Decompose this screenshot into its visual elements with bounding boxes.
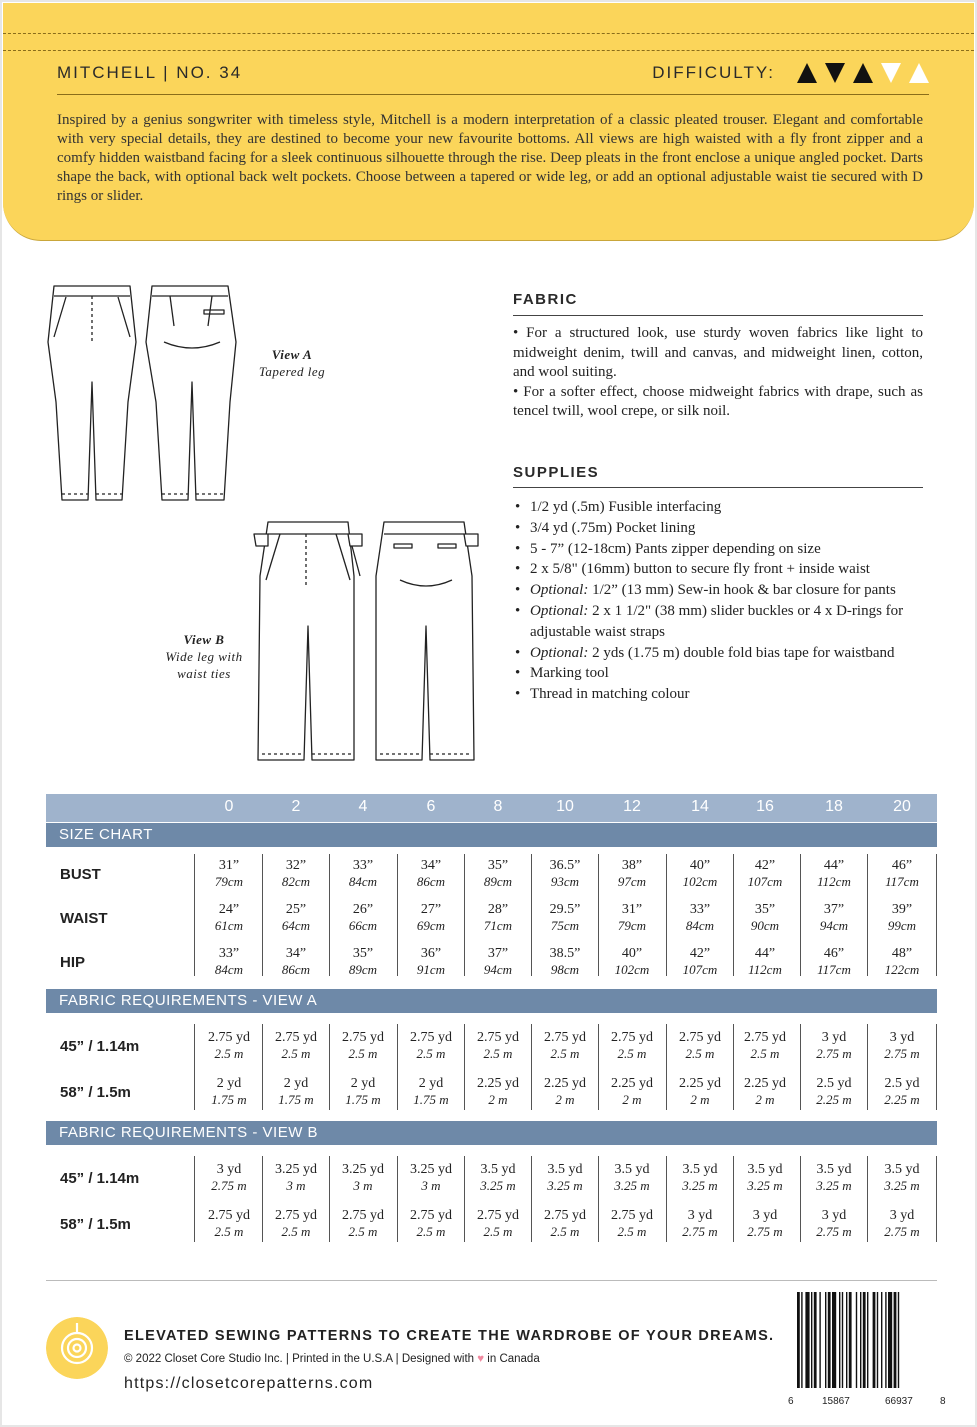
table-cell: 42” 107cm bbox=[682, 946, 718, 977]
table-cell: 3.5 yd 3.25 m bbox=[547, 1162, 583, 1193]
table-cell: 3 yd 2.75 m bbox=[816, 1030, 852, 1061]
table-cell: 3.25 yd 3 m bbox=[275, 1162, 317, 1193]
table-column-divider bbox=[262, 1024, 263, 1110]
barcode-bar bbox=[860, 1292, 861, 1388]
table-cell: 46” 117cm bbox=[885, 858, 919, 889]
table-column-divider bbox=[936, 1156, 937, 1242]
barcode-bar bbox=[849, 1292, 852, 1388]
view-a-subtitle: Tapered leg bbox=[258, 364, 326, 379]
table-row-label: WAIST bbox=[60, 910, 108, 927]
table-column-divider bbox=[194, 854, 195, 976]
table-cell: 32” 82cm bbox=[281, 858, 311, 889]
supply-item: • 5 - 7” (12-18cm) Pants zipper depending on size bbox=[515, 539, 925, 560]
view-a-illustration bbox=[44, 282, 244, 507]
table-cell: 3 yd 2.75 m bbox=[884, 1030, 920, 1061]
size-column-header: 8 bbox=[493, 798, 503, 815]
barcode-bar bbox=[842, 1292, 843, 1388]
table-cell: 2.25 yd 2 m bbox=[679, 1076, 721, 1107]
table-column-divider bbox=[800, 854, 801, 976]
size-column-header: 0 bbox=[224, 798, 234, 815]
table-cell: 40” 102cm bbox=[682, 858, 718, 889]
barcode bbox=[797, 1292, 945, 1392]
table-cell: 2.75 yd 2.5 m bbox=[208, 1208, 250, 1239]
table-column-divider bbox=[464, 1156, 465, 1242]
table-cell: 31” 79cm bbox=[617, 902, 647, 933]
table-cell: 3.5 yd 3.25 m bbox=[884, 1162, 920, 1193]
table-cell: 33” 84cm bbox=[348, 858, 378, 889]
footer-copyright: © 2022 Closet Core Studio Inc. | Printed in the U.S.A | Designed with ♥ in Canada bbox=[124, 1353, 540, 1365]
size-column-header: 20 bbox=[893, 798, 911, 815]
barcode-bar bbox=[839, 1292, 840, 1388]
barcode-bar bbox=[881, 1292, 882, 1388]
table-column-divider bbox=[464, 1024, 465, 1110]
table-cell: 2 yd 1.75 m bbox=[345, 1076, 381, 1107]
difficulty-filled-icon bbox=[797, 63, 817, 83]
table-cell: 35” 90cm bbox=[750, 902, 780, 933]
table-column-divider bbox=[936, 1024, 937, 1110]
table-cell: 3 yd 2.75 m bbox=[884, 1208, 920, 1239]
supply-item: • 3/4 yd (.75m) Pocket lining bbox=[515, 518, 925, 539]
table-cell: 2 yd 1.75 m bbox=[278, 1076, 314, 1107]
table-cell: 2.75 yd 2.5 m bbox=[342, 1208, 384, 1239]
table-cell: 2.5 yd 2.25 m bbox=[884, 1076, 920, 1107]
table-column-divider bbox=[464, 854, 465, 976]
table-column-divider bbox=[867, 1156, 868, 1242]
table-cell: 3.5 yd 3.25 m bbox=[480, 1162, 516, 1193]
table-column-divider bbox=[666, 854, 667, 976]
barcode-bar bbox=[898, 1292, 899, 1388]
table-cell: 35” 89cm bbox=[348, 946, 378, 977]
table-column-divider bbox=[867, 1024, 868, 1110]
table-cell: 2.75 yd 2.5 m bbox=[744, 1030, 786, 1061]
difficulty-filled-icon bbox=[853, 63, 873, 83]
table-cell: 3 yd 2.75 m bbox=[747, 1208, 783, 1239]
fabric-title: FABRIC bbox=[513, 291, 578, 308]
table-cell: 38” 97cm bbox=[617, 858, 647, 889]
difficulty-label: DIFFICULTY: bbox=[652, 63, 775, 82]
table-cell: 3.5 yd 3.25 m bbox=[614, 1162, 650, 1193]
table-cell: 3.25 yd 3 m bbox=[342, 1162, 384, 1193]
table-cell: 36.5” 93cm bbox=[549, 858, 581, 889]
barcode-bar bbox=[819, 1292, 820, 1388]
barcode-bar bbox=[888, 1292, 892, 1388]
pattern-name: MITCHELL | NO. 34 bbox=[57, 63, 243, 82]
table-column-divider bbox=[194, 1156, 195, 1242]
table-cell: 2 yd 1.75 m bbox=[413, 1076, 449, 1107]
table-cell: 39” 99cm bbox=[887, 902, 917, 933]
size-column-header: 10 bbox=[556, 798, 574, 815]
fabric-item: • For a structured look, use sturdy woven fabrics like light to midweight denim, twill and canvas, and midweight linen, cotton, and wool suiting. bbox=[513, 325, 923, 380]
size-column-header: 12 bbox=[623, 798, 641, 815]
supplies-divider bbox=[513, 487, 923, 488]
table-cell: 3.25 yd 3 m bbox=[410, 1162, 452, 1193]
barcode-bar bbox=[894, 1292, 897, 1388]
size-column-header: 14 bbox=[691, 798, 709, 815]
barcode-bar bbox=[801, 1292, 802, 1388]
size-column-header: 18 bbox=[825, 798, 843, 815]
table-cell: 2.75 yd 2.5 m bbox=[544, 1030, 586, 1061]
barcode-bar bbox=[805, 1292, 809, 1388]
barcode-digit: 15867 bbox=[822, 1396, 850, 1407]
table-cell: 37” 94cm bbox=[483, 946, 513, 977]
supply-item: • 1/2 yd (.5m) Fusible interfacing bbox=[515, 497, 925, 518]
table-cell: 42” 107cm bbox=[747, 858, 783, 889]
supplies-title: SUPPLIES bbox=[513, 464, 600, 481]
table-cell: 37” 94cm bbox=[819, 902, 849, 933]
stitch-line bbox=[3, 50, 974, 51]
table-row-label: BUST bbox=[60, 866, 101, 883]
table-cell: 2.5 yd 2.25 m bbox=[816, 1076, 852, 1107]
table-cell: 2.75 yd 2.5 m bbox=[275, 1208, 317, 1239]
supply-item: • Optional: 2 x 1 1/2" (38 mm) slider buckles or 4 x D-rings for adjustable waist straps bbox=[515, 601, 925, 643]
supply-item: • Thread in matching colour bbox=[515, 684, 925, 705]
table-cell: 40” 102cm bbox=[614, 946, 650, 977]
table-column-divider bbox=[531, 1156, 532, 1242]
fabric-item: • For a softer effect, choose midweight fabrics with drape, such as tencel twill, wool crepe, or silk noil. bbox=[513, 383, 923, 419]
size-chart-band: SIZE CHART bbox=[46, 823, 937, 847]
table-cell: 3.5 yd 3.25 m bbox=[682, 1162, 718, 1193]
table-column-divider bbox=[598, 854, 599, 976]
barcode-bar bbox=[867, 1292, 868, 1388]
barcode-bar bbox=[828, 1292, 831, 1388]
difficulty-empty-icon bbox=[909, 63, 929, 83]
table-cell: 2.75 yd 2.5 m bbox=[208, 1030, 250, 1061]
table-column-divider bbox=[329, 1024, 330, 1110]
table-cell: 48” 122cm bbox=[884, 946, 920, 977]
view-a-title: View A bbox=[271, 347, 313, 362]
size-column-header: 2 bbox=[291, 798, 301, 815]
table-cell: 3 yd 2.75 m bbox=[682, 1208, 718, 1239]
table-cell: 24” 61cm bbox=[214, 902, 244, 933]
table-row-label: HIP bbox=[60, 954, 86, 971]
table-cell: 2.25 yd 2 m bbox=[544, 1076, 586, 1107]
stitch-line bbox=[3, 33, 974, 34]
barcode-bar bbox=[856, 1292, 857, 1388]
table-cell: 2 yd 1.75 m bbox=[211, 1076, 247, 1107]
table-column-divider bbox=[666, 1156, 667, 1242]
heart-icon: ♥ bbox=[477, 1353, 485, 1365]
barcode-digit: 8 bbox=[940, 1396, 946, 1407]
header-divider bbox=[57, 94, 929, 95]
table-cell: 27” 69cm bbox=[416, 902, 446, 933]
table-cell: 3.5 yd 3.25 m bbox=[816, 1162, 852, 1193]
table-column-divider bbox=[800, 1156, 801, 1242]
barcode-bar bbox=[873, 1292, 876, 1388]
barcode-bar bbox=[885, 1292, 886, 1388]
table-column-divider bbox=[329, 854, 330, 976]
table-column-divider bbox=[194, 1024, 195, 1110]
table-row-label: 45” / 1.14m bbox=[60, 1170, 140, 1187]
supply-item: • Optional: 2 yds (1.75 m) double fold bias tape for waistband bbox=[515, 643, 925, 664]
table-column-divider bbox=[397, 1024, 398, 1110]
footer-tagline: ELEVATED SEWING PATTERNS TO CREATE THE WARDROBE OF YOUR DREAMS. bbox=[124, 1328, 775, 1344]
table-column-divider bbox=[867, 854, 868, 976]
table-cell: 28” 71cm bbox=[483, 902, 513, 933]
table-cell: 25” 64cm bbox=[281, 902, 311, 933]
size-column-header: 16 bbox=[756, 798, 774, 815]
table-cell: 2.25 yd 2 m bbox=[477, 1076, 519, 1107]
table-cell: 46” 117cm bbox=[817, 946, 851, 977]
table-cell: 2.25 yd 2 m bbox=[611, 1076, 653, 1107]
barcode-digit: 6 bbox=[788, 1396, 794, 1407]
view-b-title: View B bbox=[183, 632, 225, 647]
view-b-band: FABRIC REQUIREMENTS - VIEW B bbox=[46, 1121, 937, 1145]
table-cell: 34” 86cm bbox=[416, 858, 446, 889]
view-b-subtitle: waist ties bbox=[177, 666, 231, 681]
table-cell: 3.5 yd 3.25 m bbox=[747, 1162, 783, 1193]
table-cell: 2.75 yd 2.5 m bbox=[477, 1208, 519, 1239]
barcode-bar bbox=[846, 1292, 847, 1388]
barcode-digit: 66937 bbox=[885, 1396, 913, 1407]
table-column-divider bbox=[598, 1024, 599, 1110]
table-column-divider bbox=[598, 1156, 599, 1242]
table-column-divider bbox=[800, 1024, 801, 1110]
view-b-illustration bbox=[250, 516, 486, 764]
table-cell: 2.75 yd 2.5 m bbox=[342, 1030, 384, 1061]
table-cell: 35” 89cm bbox=[483, 858, 513, 889]
table-cell: 38.5” 98cm bbox=[549, 946, 581, 977]
size-column-header: 4 bbox=[358, 798, 368, 815]
table-cell: 44” 112cm bbox=[748, 946, 782, 977]
table-cell: 31” 79cm bbox=[214, 858, 244, 889]
size-column-header: 6 bbox=[426, 798, 436, 815]
view-b-subtitle: Wide leg with bbox=[165, 649, 243, 664]
table-column-divider bbox=[329, 1156, 330, 1242]
table-column-divider bbox=[936, 854, 937, 976]
table-cell: 2.75 yd 2.5 m bbox=[477, 1030, 519, 1061]
table-cell: 2.75 yd 2.5 m bbox=[679, 1030, 721, 1061]
table-column-divider bbox=[262, 854, 263, 976]
view-b-label bbox=[156, 631, 252, 682]
footer-url[interactable]: https://closetcorepatterns.com bbox=[124, 1375, 374, 1392]
table-cell: 2.75 yd 2.5 m bbox=[611, 1030, 653, 1061]
table-column-divider bbox=[397, 854, 398, 976]
table-cell: 2.75 yd 2.5 m bbox=[611, 1208, 653, 1239]
supply-item: • Marking tool bbox=[515, 663, 925, 684]
fabric-list bbox=[513, 324, 923, 422]
table-cell: 36” 91cm bbox=[416, 946, 446, 977]
footer-divider bbox=[46, 1280, 937, 1281]
difficulty-empty-icon bbox=[881, 63, 901, 83]
view-a-label bbox=[244, 346, 340, 380]
barcode-bar bbox=[863, 1292, 866, 1388]
table-cell: 26” 66cm bbox=[348, 902, 378, 933]
difficulty-rating bbox=[652, 63, 929, 83]
table-cell: 2.75 yd 2.5 m bbox=[410, 1208, 452, 1239]
table-cell: 44” 112cm bbox=[817, 858, 851, 889]
closet-core-logo-icon bbox=[46, 1317, 108, 1379]
table-column-divider bbox=[531, 854, 532, 976]
table-cell: 33” 84cm bbox=[685, 902, 715, 933]
barcode-bar bbox=[814, 1292, 817, 1388]
fabric-divider bbox=[513, 315, 923, 316]
table-cell: 3 yd 2.75 m bbox=[211, 1162, 247, 1193]
view-a-band: FABRIC REQUIREMENTS - VIEW A bbox=[46, 989, 937, 1013]
table-cell: 2.75 yd 2.5 m bbox=[544, 1208, 586, 1239]
table-row-label: 58” / 1.5m bbox=[60, 1084, 131, 1101]
table-column-divider bbox=[666, 1024, 667, 1110]
table-column-divider bbox=[531, 1024, 532, 1110]
table-row-label: 45” / 1.14m bbox=[60, 1038, 140, 1055]
supply-item: • 2 x 5/8" (16mm) button to secure fly front + inside waist bbox=[515, 559, 925, 580]
supply-item: • Optional: 1/2” (13 mm) Sew-in hook & bar closure for pants bbox=[515, 580, 925, 601]
barcode-bar bbox=[825, 1292, 826, 1388]
barcode-bar bbox=[877, 1292, 878, 1388]
table-cell: 29.5” 75cm bbox=[549, 902, 581, 933]
table-cell: 3 yd 2.75 m bbox=[816, 1208, 852, 1239]
barcode-bar bbox=[811, 1292, 812, 1388]
table-cell: 2.25 yd 2 m bbox=[744, 1076, 786, 1107]
difficulty-filled-icon bbox=[825, 63, 845, 83]
barcode-bar bbox=[797, 1292, 800, 1388]
table-column-divider bbox=[262, 1156, 263, 1242]
table-cell: 2.75 yd 2.5 m bbox=[275, 1030, 317, 1061]
barcode-bar bbox=[832, 1292, 836, 1388]
table-cell: 34” 86cm bbox=[281, 946, 311, 977]
table-cell: 2.75 yd 2.5 m bbox=[410, 1030, 452, 1061]
table-column-divider bbox=[397, 1156, 398, 1242]
supplies-list bbox=[515, 497, 925, 705]
table-row-label: 58” / 1.5m bbox=[60, 1216, 131, 1233]
table-cell: 33” 84cm bbox=[214, 946, 244, 977]
intro-paragraph: Inspired by a genius songwriter with timeless style, Mitchell is a modern interpretation of a classic pleated trouser. Elegant and comfortable with very special details, they are destined to become your new favourite bottoms. All views are high waisted with a fly front zipper and a comfy hidden waistband facing for a sleek continuous silhouette through the rise. Deep pleats in the front enclose a unique angled pocket. Darts shape the back, with optional back welt pockets. Choose between a tapered or wide leg, or add an optional adjustable waist tie secured with D rings or slider. bbox=[57, 112, 923, 204]
